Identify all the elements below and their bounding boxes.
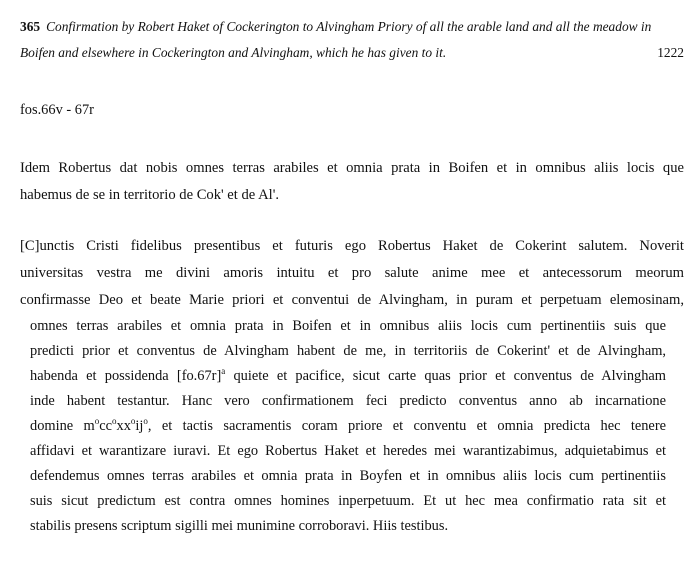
date-cc: cc — [99, 418, 113, 434]
charter-body-line-5 — [30, 414, 666, 439]
date-ij: ij — [135, 418, 144, 434]
heading-line-2 — [20, 40, 684, 66]
summary-line-1: Idem Robertus dat nobis omnes terras arabiles et omnia prata in Boifen et in omnibus aliis locis que — [20, 160, 684, 176]
charter-body-line-2: predicti prior et conventus de Alvingham habent de me, in territoriis de Cokerint' et de Alvingham, — [30, 343, 666, 359]
heading-title-2: Boifen and elsewhere in Cockerington and Alvingham, which he has given to it. — [20, 45, 447, 60]
folio-line-after: quiete et pacifice, sicut carte quas prior et conventus de Alvingham — [225, 368, 666, 384]
summary-line-2: habemus de se in territorio de Cok' et de Al'. — [20, 187, 279, 203]
charter-top-line-3: confirmasse Deo et beate Marie priori et conventui de Alvingham, in puram et perpetuam elemosinam, — [20, 292, 684, 308]
charter-top-line-1: [C]unctis Cristi fidelibus presentibus et futuris ego Robertus Haket de Cokerint salutem. Noverit — [20, 238, 684, 254]
charter-body-line-1: omnes terras arabiles et omnia prata in Boifen et in omnibus aliis locis cum pertinentiis suis que — [30, 318, 666, 334]
charter-heading — [20, 14, 684, 66]
date-line-before: domine m — [30, 418, 95, 434]
date-sup-4: o — [143, 416, 148, 427]
charter-body-line-4: inde habent testantur. Hanc vero confirmationem feci predicto conventus anno ab incarnatione — [30, 393, 666, 409]
footnote-mark: a — [221, 366, 226, 377]
summary-paragraph — [20, 155, 684, 209]
folio-line-before: habenda et possidenda [fo.67r] — [30, 368, 222, 384]
charter-date: 1222 — [657, 45, 684, 60]
heading-line-1 — [20, 14, 684, 40]
charter-body-line-6: affidavi et warantizare iuravi. Et ego Robertus Haket et heredes mei warantizabimus, adquietabimus et — [30, 443, 666, 459]
charter-top-line-2: universitas vestra me divini amoris intuitu et pro salute anime mee et antecessorum meorum — [20, 265, 684, 281]
charter-body-line-9: stabilis presens scriptum sigilli mei munimine corroboravi. Hiis testibus. — [30, 518, 449, 534]
date-sup-1: o — [94, 416, 100, 427]
charter-body-line-8: suis sicut predictum est contra omnes homines inperpetuum. Et ut hec mea confirmatio rata sit et — [30, 493, 666, 509]
charter-text-body — [30, 314, 666, 539]
date-sup-2: o — [112, 416, 117, 427]
charter-number: 365 — [20, 19, 41, 34]
charter-body-line-7: defendemus omnes terras arabiles et omnia prata in Boyfen et in omnibus aliis locis cum pertinentiis — [30, 468, 666, 484]
charter-text-top — [20, 233, 684, 314]
charter-body-line-3 — [30, 364, 666, 389]
date-line-after: , et tactis sacramentis coram priore et conventu et omnia predicta hec tenere — [147, 418, 666, 434]
date-sup-3: o — [130, 416, 136, 427]
date-xx: xx — [116, 418, 131, 434]
heading-title-1: Confirmation by Robert Haket of Cockerington to Alvingham Priory of all the arable land and all the meadow in — [46, 19, 652, 34]
folio-reference: fos.66v - 67r — [20, 102, 94, 118]
